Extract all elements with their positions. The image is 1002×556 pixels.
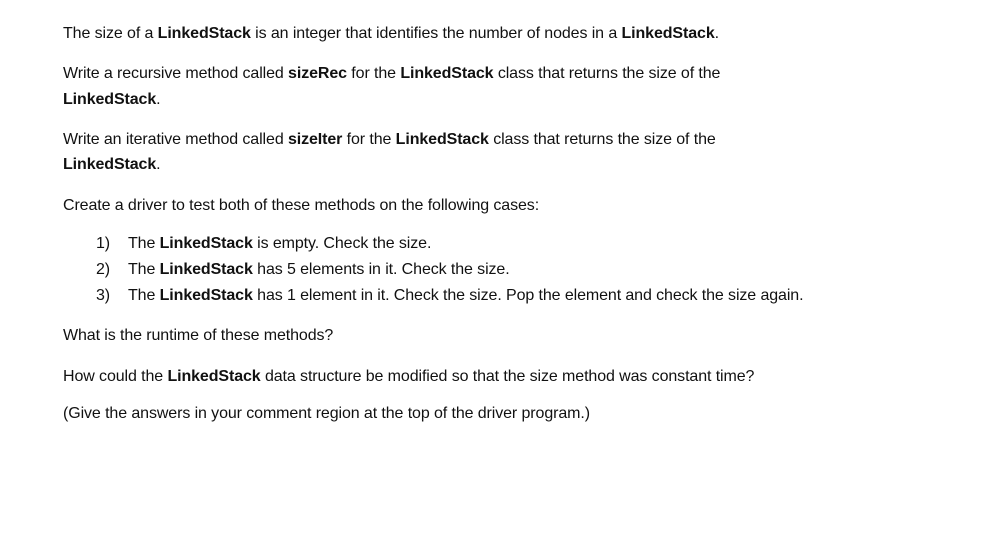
list-item: [96, 260, 510, 280]
text: The: [128, 261, 160, 278]
paragraph-sizeiter-cont: [63, 155, 161, 175]
list-number: 2): [96, 261, 111, 278]
class-name: LinkedStack: [167, 368, 261, 385]
method-name: sizeIter: [287, 131, 343, 148]
paragraph-sizerec: [63, 64, 720, 84]
text: class that returns the size of the: [488, 131, 716, 148]
text: has 1 element in it. Check the size. Pop the element and check the size again.: [252, 287, 804, 304]
text: for the: [342, 131, 396, 148]
class-name: LinkedStack: [159, 235, 253, 252]
text: Write an iterative method called: [63, 131, 288, 148]
method-name: sizeRec: [288, 65, 347, 82]
paragraph-answers-note: (Give the answers in your comment region at the top of the driver program.): [63, 405, 590, 422]
class-name: LinkedStack: [621, 25, 715, 42]
text: is an integer that identifies the number of nodes in a: [250, 25, 622, 42]
list-number: 3): [96, 287, 111, 304]
list-number: 1): [96, 235, 111, 252]
paragraph-runtime: What is the runtime of these methods?: [63, 327, 334, 344]
list-item: [96, 234, 431, 254]
class-name: LinkedStack: [159, 261, 253, 278]
paragraph-sizeiter: [63, 130, 716, 150]
text: .: [156, 91, 161, 108]
class-name: LinkedStack: [63, 156, 157, 173]
text: How could the: [63, 368, 168, 385]
list-item: [96, 286, 803, 306]
text: The: [128, 235, 160, 252]
class-name: LinkedStack: [63, 91, 157, 108]
paragraph-constant-time: [63, 367, 754, 387]
text: data structure be modified so that the size method was constant time?: [260, 368, 755, 385]
text: .: [156, 156, 161, 173]
paragraph-sizerec-cont: [63, 90, 161, 110]
text: The: [128, 287, 160, 304]
class-name: LinkedStack: [400, 65, 494, 82]
paragraph-driver: Create a driver to test both of these methods on the following cases:: [63, 197, 540, 214]
text: .: [714, 25, 719, 42]
text: has 5 elements in it. Check the size.: [252, 261, 510, 278]
text: The size of a: [63, 25, 158, 42]
paragraph-size-definition: [63, 24, 719, 44]
class-name: LinkedStack: [159, 287, 253, 304]
text: class that returns the size of the: [493, 65, 721, 82]
text: is empty. Check the size.: [252, 235, 432, 252]
class-name: LinkedStack: [395, 131, 489, 148]
text: Write a recursive method called: [63, 65, 289, 82]
class-name: LinkedStack: [157, 25, 251, 42]
text: for the: [346, 65, 401, 82]
